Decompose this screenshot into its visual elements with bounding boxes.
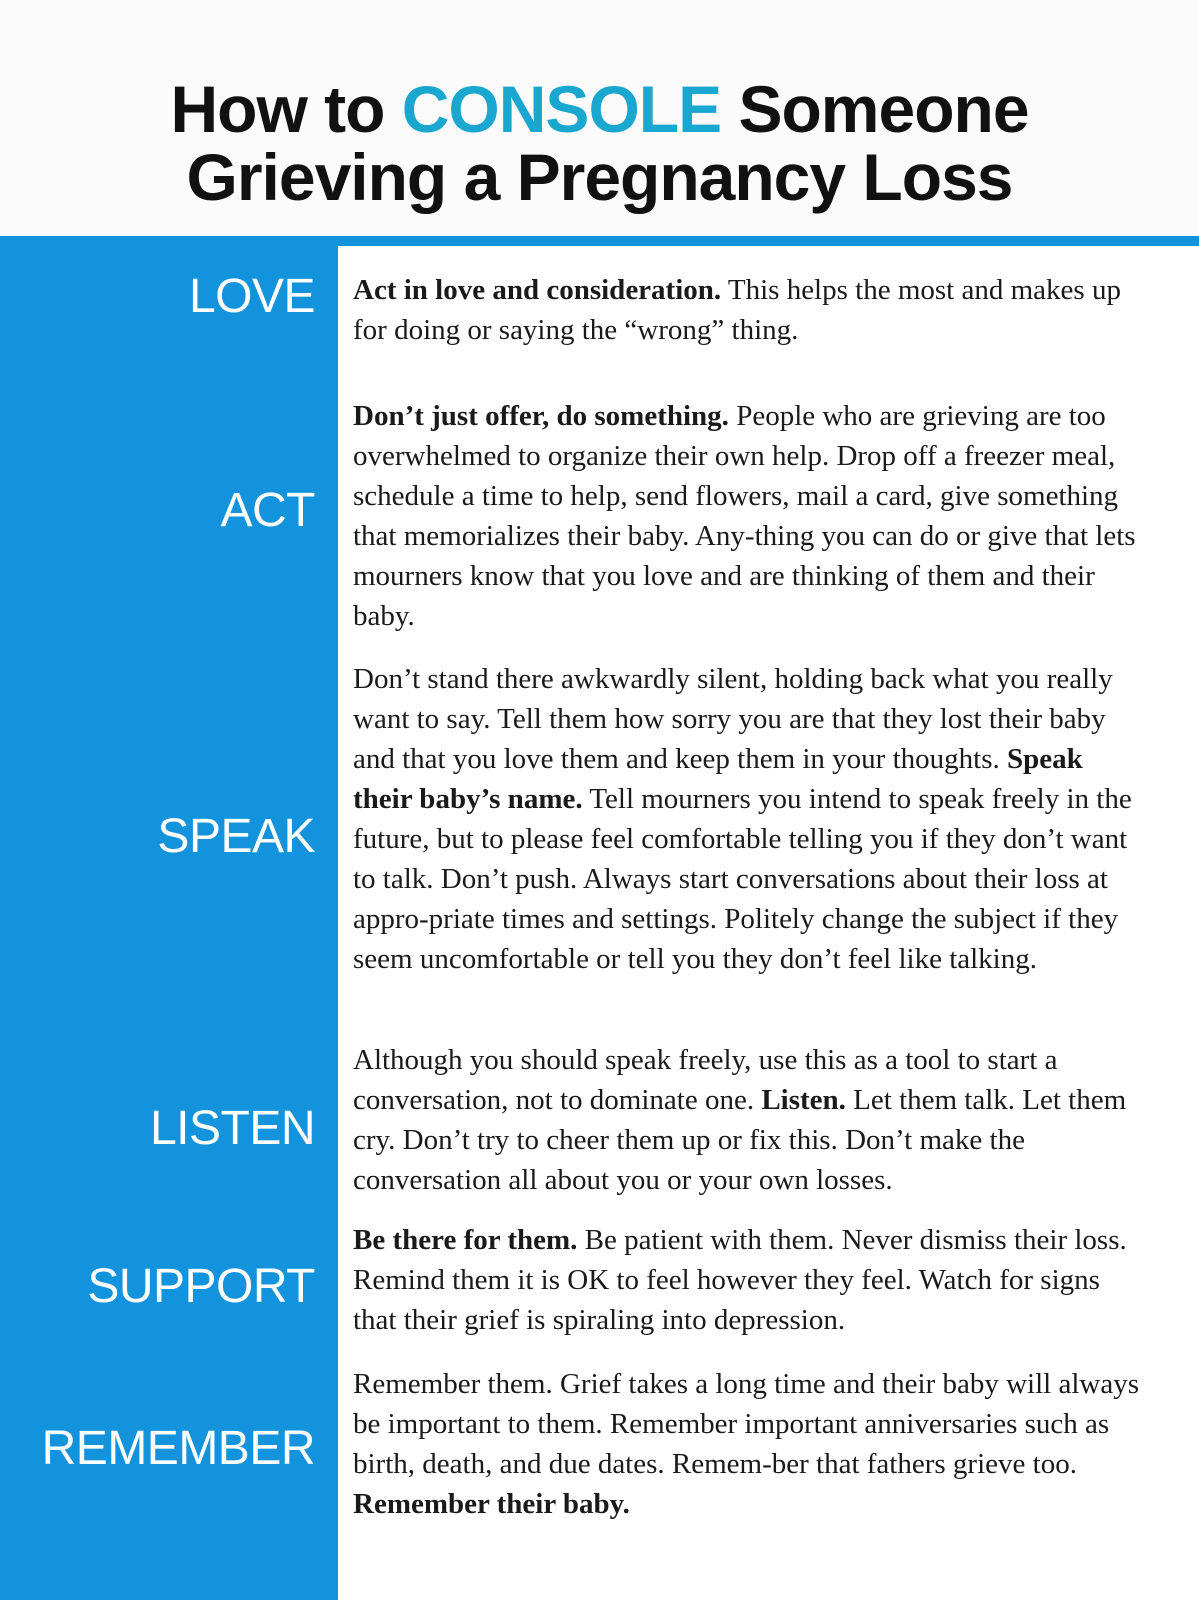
act-bold: Don’t just offer, do something. [353, 400, 729, 432]
section-text-support [353, 1220, 1148, 1340]
section-text-remember [353, 1364, 1148, 1524]
listen-bold: Listen. [761, 1084, 846, 1116]
title-pre: How to [170, 72, 402, 146]
section-text-listen [353, 1040, 1148, 1200]
section-text-act [353, 396, 1148, 636]
header [0, 0, 1199, 236]
title-post: Someone [721, 72, 1029, 146]
page-title [0, 72, 1199, 214]
section-text-love [353, 270, 1148, 350]
section-label-listen: LISTEN [149, 1102, 315, 1155]
love-bold: Act in love and consideration. [353, 274, 722, 306]
title-line-1 [0, 72, 1199, 146]
support-bold: Be there for them. [353, 1224, 578, 1256]
section-label-speak: SPEAK [157, 810, 315, 863]
section-label-act: ACT [220, 484, 315, 537]
remember-bold: Remember their baby. [353, 1488, 630, 1520]
speak-bold: Speak their baby’s name. [353, 743, 1083, 815]
listen-pre: Although you should speak freely, use this as a tool to start a conversation, not to dominate one. [353, 1044, 1058, 1116]
section-label-support: SUPPORT [87, 1260, 315, 1313]
section-label-remember: REMEMBER [41, 1422, 315, 1475]
speak-pre: Don’t stand there awkwardly silent, holding back what you really want to say. Tell them how sorry you are that they lost their baby and that you love them and keep them in your thoughts. [353, 663, 1113, 775]
sidebar-band [0, 236, 338, 1600]
support-rest: Be patient with them. Never dismiss their loss. Remind them it is OK to feel however they feel. Watch for signs that their grief is spiraling into depression. [353, 1224, 1127, 1336]
listen-rest: Let them talk. Let them cry. Don’t try to cheer them up or fix this. Don’t make the conversation all about you or your own losses. [353, 1084, 1127, 1196]
remember-pre: Remember them. Grief takes a long time and their baby will always be important to them. Remember important anniversaries such as birth, death, and due dates. Remem-ber that fathers grieve too. [353, 1368, 1139, 1480]
section-text-speak [353, 659, 1148, 979]
speak-rest: Tell mourners you intend to speak freely in the future, but to please feel comfortable telling you if they don’t want to talk. Don’t push. Always start conversations about their loss at appro-priate times and settings. Politely change the subject if they seem uncomfortable or tell you they don’t feel like talking. [353, 783, 1132, 975]
title-accent-word: CONSOLE [401, 72, 722, 146]
section-label-love: LOVE [188, 270, 315, 323]
title-line-2: Grieving a Pregnancy Loss [186, 140, 1013, 214]
love-rest: This helps the most and makes up for doing or saying the “wrong” thing. [353, 274, 1121, 346]
act-rest: People who are grieving are too overwhelmed to organize their own help. Drop off a freezer meal, schedule a time to help, send flowers, mail a card, give something that memorializes their baby. Any-thing you can do or give that lets mourners know that you love and are thinking of them and their baby. [353, 400, 1136, 632]
